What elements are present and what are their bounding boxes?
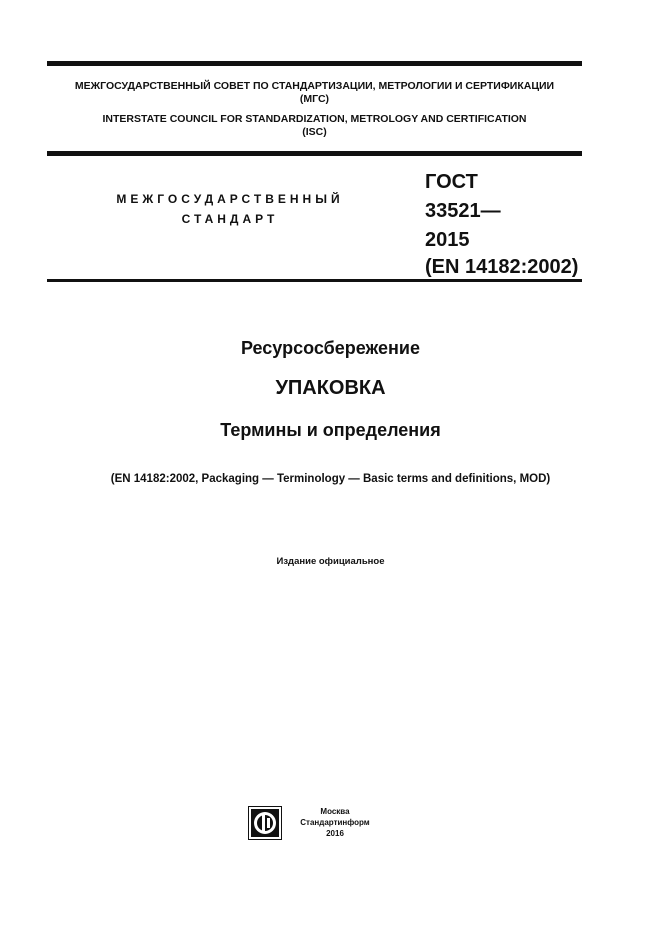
council-abbr-ru: (МГС) — [299, 93, 330, 105]
document-title: Ресурсосбережение — [240, 338, 421, 358]
standard-type-line1: МЕЖГОСУДАРСТВЕННЫЙ — [116, 192, 344, 206]
designation-line2: 33521— — [425, 200, 501, 222]
council-name-en: INTERSTATE COUNCIL FOR STANDARDIZATION, METROLOGY AND CERTIFICATION — [102, 113, 527, 125]
designation-line1: ГОСТ — [425, 171, 478, 193]
international-reference: (EN 14182:2002, Packaging — Terminology — Basic terms and definitions, MOD) — [110, 473, 551, 485]
designation-line3: 2015 — [425, 229, 470, 251]
standartinform-logo-icon — [248, 806, 282, 840]
publisher-city: Москва — [320, 807, 350, 816]
council-abbr-en: (ISC) — [302, 126, 327, 138]
designation-line4: (EN 14182:2002) — [425, 256, 579, 278]
bottom-rule — [47, 279, 582, 282]
top-rule — [47, 61, 582, 66]
publisher-name: Стандартинформ — [300, 818, 370, 827]
document-subtitle: Термины и определения — [220, 420, 441, 440]
council-name-ru: МЕЖГОСУДАРСТВЕННЫЙ СОВЕТ ПО СТАНДАРТИЗАЦИИ, МЕТРОЛОГИИ И СЕРТИФИКАЦИИ — [74, 80, 555, 92]
document-subject: УПАКОВКА — [275, 377, 386, 399]
standard-type-line2: СТАНДАРТ — [181, 212, 279, 226]
middle-rule — [47, 151, 582, 156]
publisher-year: 2016 — [326, 829, 344, 838]
edition-label: Издание официальное — [276, 556, 385, 567]
